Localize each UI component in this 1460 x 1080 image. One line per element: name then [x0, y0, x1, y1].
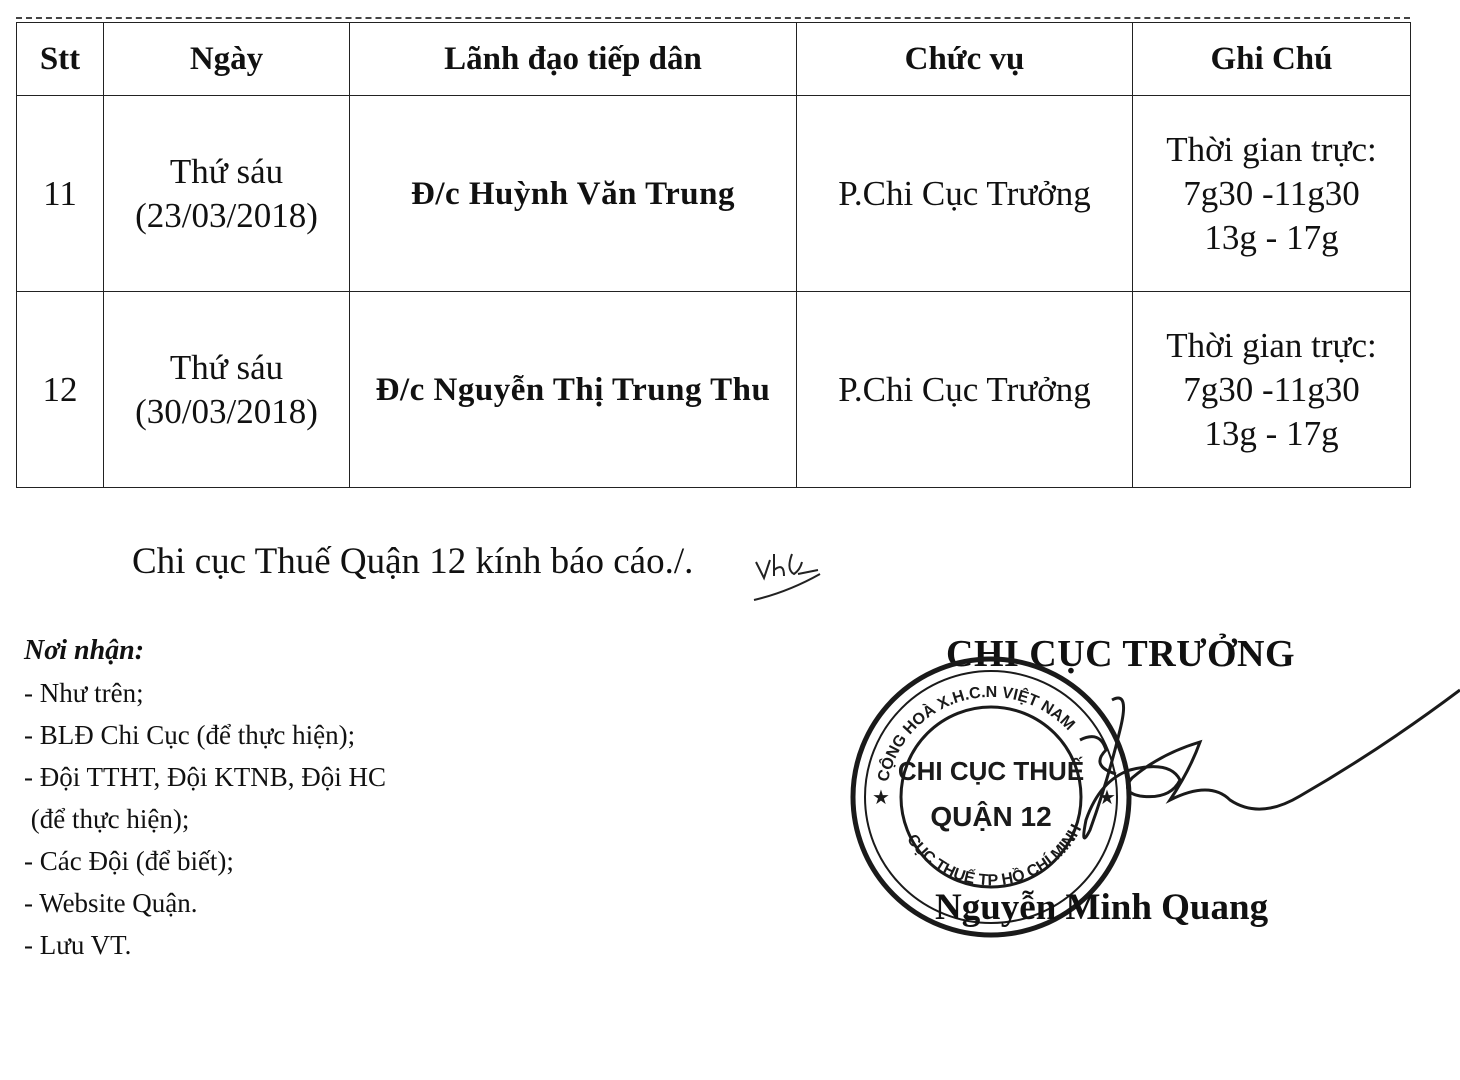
cell-leader: Đ/c Nguyễn Thị Trung Thu	[350, 292, 797, 488]
header-date: Ngày	[104, 23, 350, 96]
svg-text:CHI CỤC THUẾ: CHI CỤC THUẾ	[897, 756, 1085, 786]
table-row	[17, 292, 1411, 488]
cell-date: Thứ sáu (30/03/2018)	[104, 292, 350, 488]
recipient-item: (để thực hiện);	[24, 804, 190, 834]
header-stt: Stt	[17, 23, 104, 96]
cell-note: Thời gian trực: 7g30 -11g30 13g - 17g	[1133, 96, 1411, 292]
svg-text:★: ★	[872, 787, 890, 809]
cell-note: Thời gian trực: 7g30 -11g30 13g - 17g	[1133, 292, 1411, 488]
recipient-item: - Như trên;	[24, 678, 144, 708]
header-leader: Lãnh đạo tiếp dân	[350, 23, 797, 96]
closing-statement: Chi cục Thuế Quận 12 kính báo cáo./.	[132, 541, 694, 582]
reception-schedule-table	[16, 22, 1411, 488]
svg-text:★: ★	[1098, 787, 1116, 809]
recipient-item: - Lưu VT.	[24, 930, 132, 960]
svg-text:CỤC THUẾ TP HỒ CHÍ MINH: CỤC THUẾ TP HỒ CHÍ MINH	[903, 821, 1086, 890]
svg-text:QUẬN 12: QUẬN 12	[930, 801, 1052, 832]
handwritten-signature	[1020, 670, 1460, 860]
signatory-name: Nguyễn Minh Quang	[935, 887, 1269, 928]
handwritten-initials	[748, 540, 834, 610]
cell-position: P.Chi Cục Trưởng	[797, 292, 1133, 488]
table-row	[17, 96, 1411, 292]
signatory-title: CHI CỤC TRƯỞNG	[946, 633, 1296, 675]
recipient-item: - BLĐ Chi Cục (để thực hiện);	[24, 720, 356, 750]
recipient-item: - Đội TTHT, Đội KTNB, Đội HC	[24, 762, 386, 792]
recipients-list	[24, 630, 386, 966]
recipients-heading: Nơi nhận:	[24, 635, 145, 666]
header-note: Ghi Chú	[1133, 23, 1411, 96]
table-header-row	[17, 23, 1411, 96]
svg-text:CỘNG HOÀ X.H.C.N VIỆT NAM: CỘNG HOÀ X.H.C.N VIỆT NAM	[875, 683, 1078, 784]
recipient-item: - Các Đội (để biết);	[24, 846, 234, 876]
page-top-edge	[16, 17, 1410, 19]
cell-leader: Đ/c Huỳnh Văn Trung	[350, 96, 797, 292]
cell-stt: 12	[17, 292, 104, 488]
cell-stt: 11	[17, 96, 104, 292]
cell-position: P.Chi Cục Trưởng	[797, 96, 1133, 292]
cell-date: Thứ sáu (23/03/2018)	[104, 96, 350, 292]
recipient-item: - Website Quận.	[24, 888, 198, 918]
header-position: Chức vụ	[797, 23, 1133, 96]
